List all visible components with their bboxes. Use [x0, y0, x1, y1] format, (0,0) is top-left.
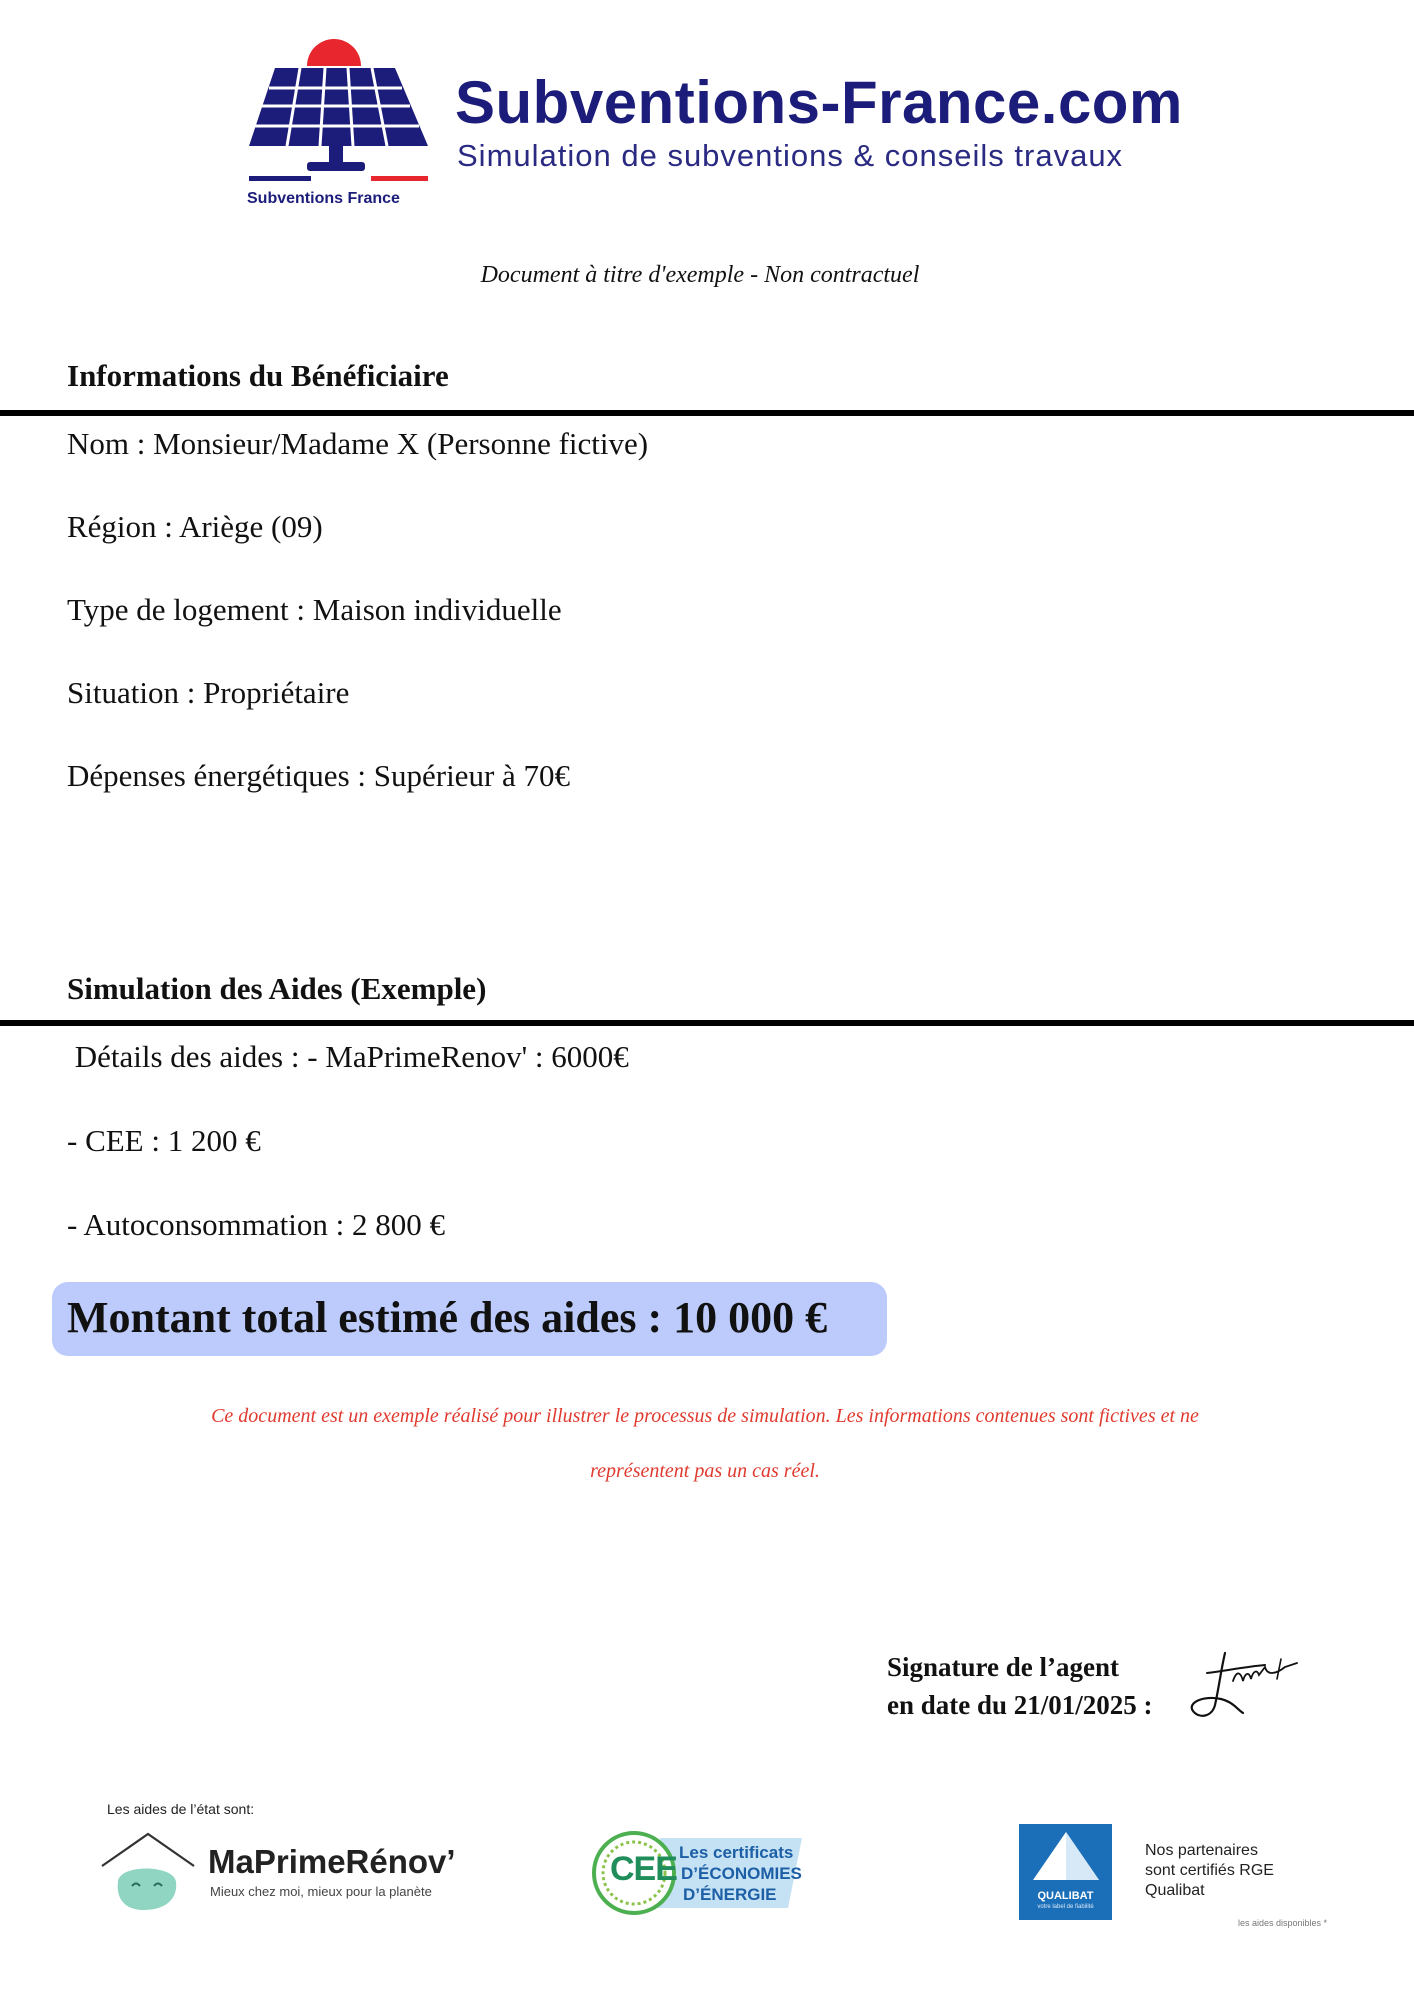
maprimerenov-tagline: Mieux chez moi, mieux pour la planète — [210, 1884, 432, 1899]
section-divider — [0, 1020, 1414, 1026]
signature-label: Signature de l’agent — [887, 1652, 1120, 1682]
beneficiary-section-title: Informations du Bénéficiaire — [67, 358, 449, 393]
cee-line-2: D’ÉCONOMIES — [681, 1864, 802, 1883]
aid-autoconsommation: - Autoconsommation : 2 800 € — [67, 1207, 446, 1242]
simulation-section-title: Simulation des Aides (Exemple) — [67, 971, 487, 1006]
aid-details-maprimerenov: Détails des aides : - MaPrimeRenov' : 6000€ — [67, 1039, 629, 1074]
cee-line-1: Les certificats — [679, 1843, 794, 1862]
logo-caption: Subventions France — [247, 190, 400, 207]
qualibat-badge-sub: votre label de fiabilité — [1037, 1904, 1094, 1910]
section-divider — [0, 410, 1414, 416]
maprimerenov-logo-icon — [98, 1830, 198, 1914]
disclaimer-top: Document à titre d'exemple - Non contractuel — [480, 262, 920, 288]
signature-date: en date du 21/01/2025 : — [887, 1690, 1153, 1720]
state-aids-label: Les aides de l’état sont: — [107, 1801, 255, 1817]
qualibat-text-3: Qualibat — [1145, 1882, 1205, 1899]
fiction-warning-line-2: représentent pas un cas réel. — [590, 1460, 820, 1482]
beneficiary-name: Nom : Monsieur/Madame X (Personne fictive) — [67, 426, 649, 461]
fiction-warning-line-1: Ce document est un exemple réalisé pour illustrer le processus de simulation. Les informations contenues sont fictives et ne — [211, 1405, 1199, 1427]
beneficiary-housing-type: Type de logement : Maison individuelle — [67, 592, 562, 627]
beneficiary-situation: Situation : Propriétaire — [67, 675, 350, 710]
beneficiary-energy-spend: Dépenses énergétiques : Supérieur à 70€ — [67, 758, 571, 793]
subventions-france-logo — [245, 36, 430, 186]
handwritten-signature — [1185, 1645, 1315, 1725]
qualibat-text-1: Nos partenaires — [1145, 1842, 1258, 1859]
beneficiary-region: Région : Ariège (09) — [67, 509, 323, 544]
brand-subtitle: Simulation de subventions & conseils travaux — [457, 138, 1124, 173]
qualibat-badge-text: QUALIBAT — [1037, 1890, 1094, 1902]
qualibat-text-2: sont certifiés RGE — [1145, 1862, 1274, 1879]
maprimerenov-name: MaPrimeRénov’ — [208, 1843, 456, 1880]
brand-title: Subventions-France.com — [455, 69, 1183, 136]
cee-line-3: D’ÉNERGIE — [683, 1885, 777, 1904]
qualibat-pyramid-icon — [1031, 1830, 1101, 1886]
cee-badge-text: CEE — [610, 1850, 677, 1888]
fine-print: les aides disponibles * — [1238, 1918, 1328, 1928]
total-estimated-aid: Montant total estimé des aides : 10 000 € — [67, 1293, 828, 1342]
aid-cee: - CEE : 1 200 € — [67, 1123, 261, 1158]
